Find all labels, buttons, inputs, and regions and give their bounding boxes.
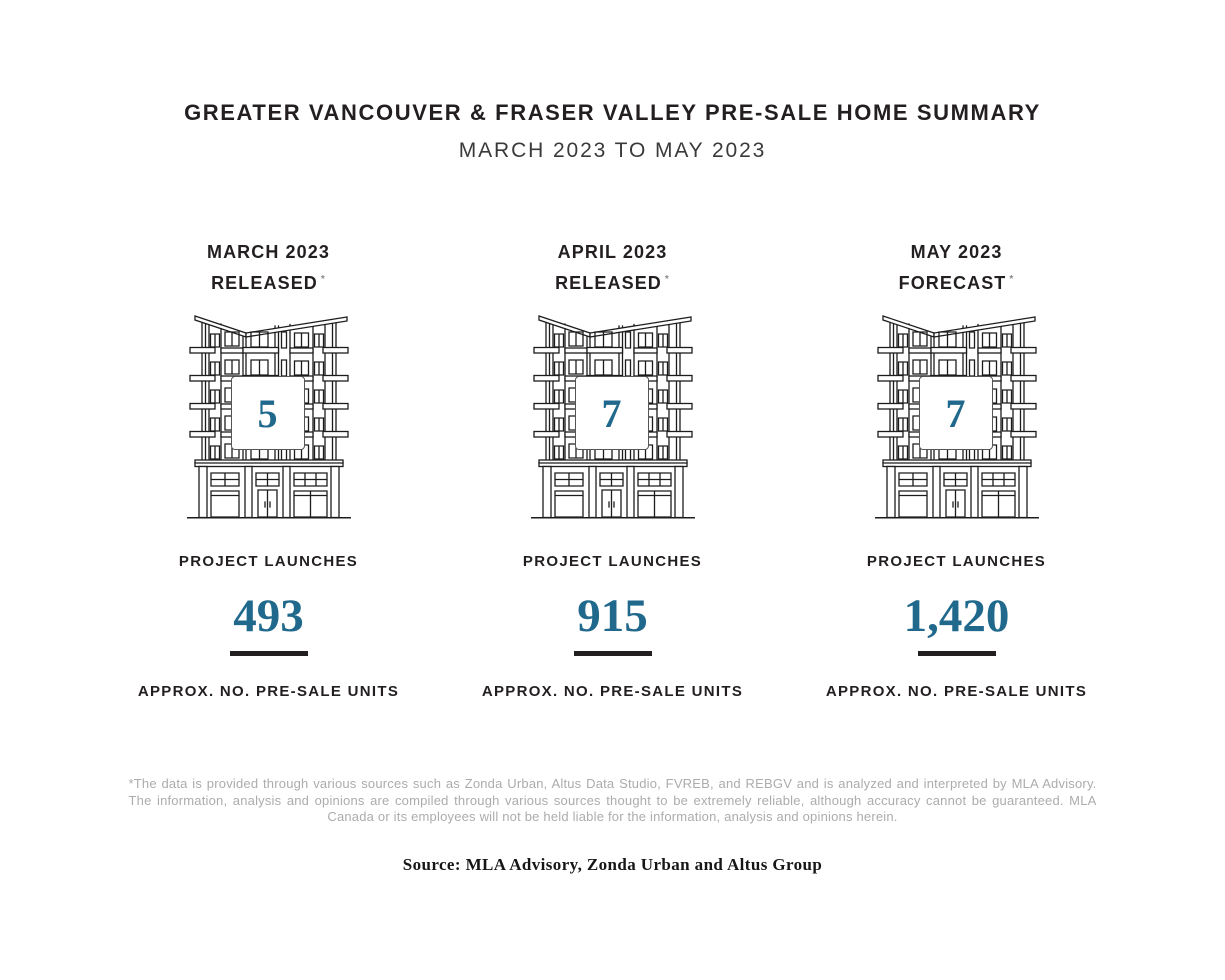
status-text: FORECAST [898, 273, 1007, 293]
presale-units-label: APPROX. NO. PRE-SALE UNITS [825, 683, 1088, 700]
building-illustration [531, 312, 695, 522]
disclaimer-text: *The data is provided through various sources such as Zonda Urban, Altus Data Studio, FVREB, and REBGV and is analyzed and interpreted by MLA Advisory. The information, analysis and opinions are compiled through various sources thought to be extremely reliable, although accuracy cannot be guaranteed. MLA Canada or its employees will not be held liable for the information, analysis and opinions herein. [128, 776, 1097, 824]
column-april-2023 [441, 239, 785, 700]
source-text: Source: MLA Advisory, Zonda Urban and Altus Group [402, 854, 823, 874]
presale-units-value: 493 [233, 590, 304, 642]
presale-units-label: APPROX. NO. PRE-SALE UNITS [481, 683, 744, 700]
project-count-value: 7 [945, 390, 966, 436]
project-count-card [575, 376, 649, 450]
building-illustration [875, 312, 1039, 522]
footnote-asterisk: * [664, 274, 670, 285]
column-status-label [899, 266, 1015, 297]
project-count-card [231, 376, 305, 450]
page-subtitle: MARCH 2023 TO MAY 2023 [458, 139, 767, 162]
presale-units-value: 915 [577, 590, 648, 642]
divider-rule [918, 651, 996, 656]
divider-rule [230, 651, 308, 656]
column-month-label: MARCH 2023 [206, 242, 331, 262]
building-illustration [187, 312, 351, 522]
project-count-card [919, 376, 993, 450]
project-count-value: 7 [601, 390, 622, 436]
project-launches-label: PROJECT LAUNCHES [866, 553, 1047, 570]
status-text: RELEASED [555, 273, 662, 293]
project-launches-label: PROJECT LAUNCHES [522, 553, 703, 570]
column-month-label: APRIL 2023 [557, 242, 668, 262]
column-status-label [555, 266, 670, 297]
project-count-value: 5 [257, 390, 278, 436]
page-title: GREATER VANCOUVER & FRASER VALLEY PRE-SALE HOME SUMMARY [184, 100, 1041, 125]
divider-rule [574, 651, 652, 656]
month-columns [0, 239, 1225, 700]
column-may-2023 [785, 239, 1129, 700]
project-launches-label: PROJECT LAUNCHES [178, 553, 359, 570]
column-month-label: MAY 2023 [910, 242, 1003, 262]
header [0, 0, 1225, 163]
presale-units-value: 1,420 [903, 590, 1010, 642]
presale-units-label: APPROX. NO. PRE-SALE UNITS [137, 683, 400, 700]
status-text: RELEASED [211, 273, 318, 293]
footnote-asterisk: * [1009, 274, 1015, 285]
column-march-2023 [97, 239, 441, 700]
column-status-label [211, 266, 326, 297]
footnote-asterisk: * [320, 274, 326, 285]
